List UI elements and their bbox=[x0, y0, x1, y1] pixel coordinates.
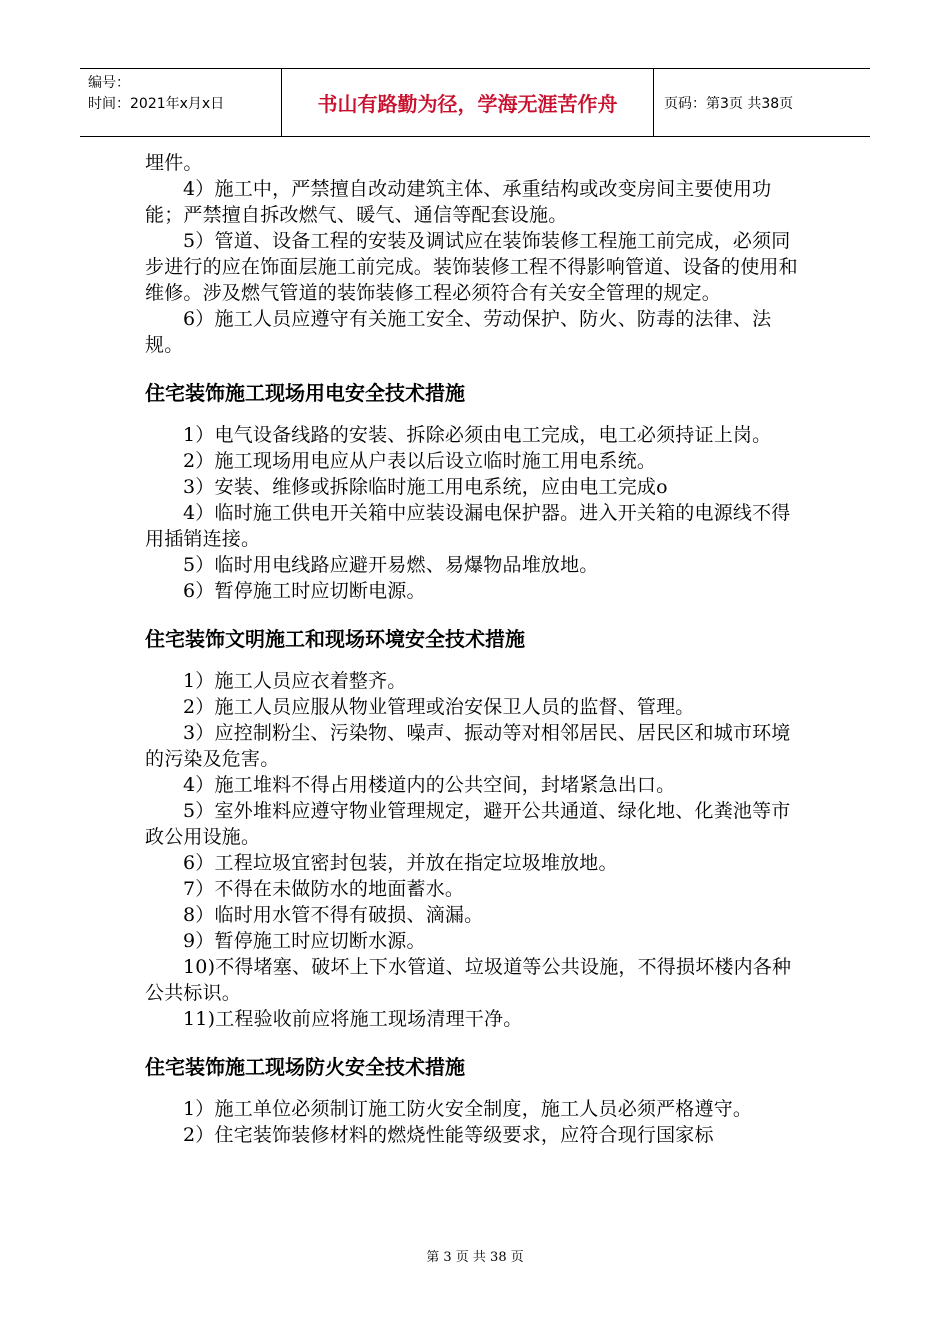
paragraph: 5）管道、设备工程的安装及调试应在装饰装修工程施工前完成，必须同步进行的应在饰面层施工前完成。装饰装修工程不得影响管道、设备的使用和维修。涉及燃气管道的装饰装修工程必须符合有关安全管理的规定。 bbox=[145, 230, 798, 304]
section-heading: 住宅装饰文明施工和现场环境安全技术措施 bbox=[145, 627, 525, 651]
list-item: 1）施工单位必须制订施工防火安全制度，施工人员必须严格遵守。 bbox=[183, 1098, 753, 1120]
list-item: 5）室外堆料应遵守物业管理规定，避开公共通道、绿化地、化粪池等市政公用设施。 bbox=[145, 800, 791, 848]
list-item: 1）施工人员应衣着整齐。 bbox=[183, 670, 407, 692]
paragraph: 埋件。 bbox=[145, 152, 203, 174]
page-footer: 第 3 页 共 38 页 bbox=[426, 1250, 524, 1265]
list-item: 7）不得在未做防水的地面蓄水。 bbox=[183, 878, 465, 900]
paragraph: 4）施工中，严禁擅自改动建筑主体、承重结构或改变房间主要使用功能；严禁擅自拆改燃气、暖气、通信等配套设施。 bbox=[145, 178, 772, 226]
header-motto: 书山有路勤为径，学海无涯苦作舟 bbox=[282, 69, 654, 136]
list-item: 3）安装、维修或拆除临时施工用电系统，应由电工完成o bbox=[183, 476, 668, 498]
list-item: 2）住宅装饰装修材料的燃烧性能等级要求，应符合现行国家标 bbox=[183, 1124, 714, 1146]
document-body bbox=[145, 150, 807, 1148]
section-heading: 住宅装饰施工现场防火安全技术措施 bbox=[145, 1055, 465, 1079]
list-item: 9）暂停施工时应切断水源。 bbox=[183, 930, 426, 952]
list-item: 5）临时用电线路应避开易燃、易爆物品堆放地。 bbox=[183, 554, 599, 576]
header-page-label: 页码：第3页 共38页 bbox=[664, 95, 794, 112]
header-meta bbox=[80, 69, 282, 136]
list-item: 6）暂停施工时应切断电源。 bbox=[183, 580, 426, 602]
list-item: 2）施工人员应服从物业管理或治安保卫人员的监督、管理。 bbox=[183, 696, 695, 718]
page-header bbox=[80, 68, 870, 137]
list-item: 3）应控制粉尘、污染物、噪声、振动等对相邻居民、居民区和城市环境的污染及危害。 bbox=[145, 722, 791, 770]
list-item: 10)不得堵塞、破坏上下水管道、垃圾道等公共设施，不得损坏楼内各种公共标识。 bbox=[145, 956, 792, 1004]
paragraph: 6）施工人员应遵守有关施工安全、劳动保护、防火、防毒的法律、法规。 bbox=[145, 308, 772, 356]
list-item: 2）施工现场用电应从户表以后设立临时施工用电系统。 bbox=[183, 450, 657, 472]
list-item: 4）施工堆料不得占用楼道内的公共空间，封堵紧急出口。 bbox=[183, 774, 676, 796]
list-item: 8）临时用水管不得有破损、滴漏。 bbox=[183, 904, 484, 926]
date-label: 时间：2021年x月x日 bbox=[88, 96, 225, 112]
section-heading: 住宅装饰施工现场用电安全技术措施 bbox=[145, 381, 465, 405]
list-item: 1）电气设备线路的安装、拆除必须由电工完成，电工必须持证上岗。 bbox=[183, 424, 772, 446]
list-item: 11)工程验收前应将施工现场清理干净。 bbox=[183, 1008, 523, 1030]
list-item: 4）临时施工供电开关箱中应装设漏电保护器。进入开关箱的电源线不得用插销连接。 bbox=[145, 502, 791, 550]
list-item: 6）工程垃圾宜密封包装，并放在指定垃圾堆放地。 bbox=[183, 852, 618, 874]
number-label: 编号： bbox=[88, 75, 130, 91]
